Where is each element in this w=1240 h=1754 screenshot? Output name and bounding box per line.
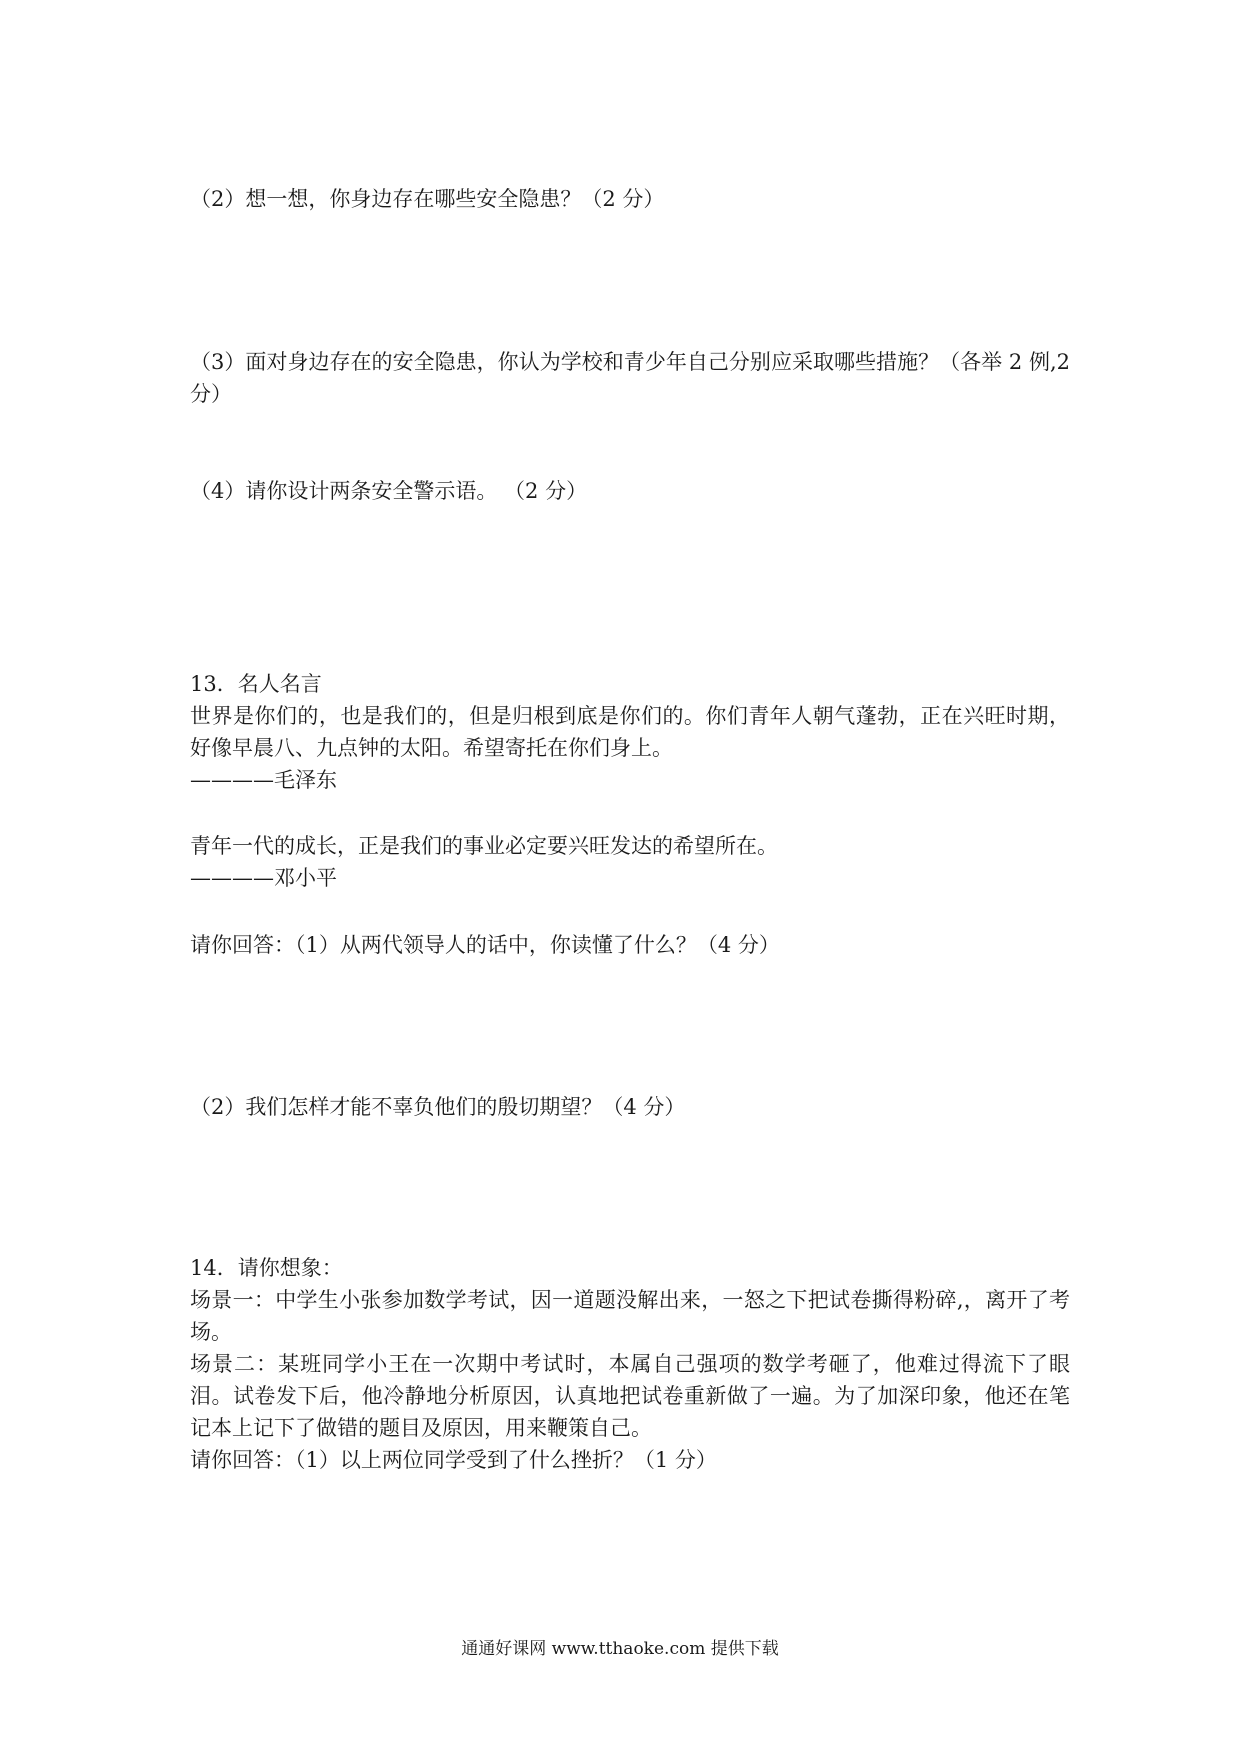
scene-one: 场景一：中学生小张参加数学考试，因一道题没解出来，一怒之下把试卷撕得粉碎,，离开了考场。 xyxy=(190,1288,1070,1344)
question-14-scenes xyxy=(190,1284,1070,1476)
question-12-part-4: （4）请你设计两条安全警示语。 （2 分） xyxy=(190,479,588,503)
question-12-part-3 xyxy=(190,346,1070,410)
question-13-title: 13．名人名言 xyxy=(190,672,322,696)
scene-two: 场景二：某班同学小王在一次期中考试时，本属自己强项的数学考砸了，他难过得流下了眼泪。试卷发下后，他冷静地分析原因，认真地把试卷重新做了一遍。为了加深印象，他还在笔记本上记下了做错的题目及原因，用来鞭策自己。 xyxy=(190,1352,1070,1440)
question-13-part-2: （2）我们怎样才能不辜负他们的殷切期望？（4 分） xyxy=(190,1095,686,1119)
question-12-part-2: （2）想一想，你身边存在哪些安全隐患？（2 分） xyxy=(190,187,665,211)
question-13-part-1: 请你回答：（1）从两代领导人的话中，你读懂了什么？（4 分） xyxy=(190,933,780,957)
quote-mao-text: 世界是你们的，也是我们的，但是归根到底是你们的。你们青年人朝气蓬勃，正在兴旺时期，好像早晨八、九点钟的太阳。希望寄托在你们身上。 xyxy=(190,704,1070,760)
question-14-title: 14．请你想象： xyxy=(190,1256,343,1280)
quote-mao-author: ————毛泽东 xyxy=(190,768,337,792)
quote-deng-author: ————邓小平 xyxy=(190,866,337,890)
quote-mao xyxy=(190,700,1070,764)
quote-deng: 青年一代的成长，正是我们的事业必定要兴旺发达的希望所在。 xyxy=(190,834,778,858)
question-12-part-3-text: （3）面对身边存在的安全隐患，你认为学校和青少年自己分别应采取哪些措施？（各举 2 例,2 分） xyxy=(190,350,1070,406)
page-footer: 通通好课网 www.tthaoke.com 提供下载 xyxy=(461,1639,779,1659)
question-14-part-1: 请你回答：（1）以上两位同学受到了什么挫折？（1 分） xyxy=(190,1448,717,1472)
